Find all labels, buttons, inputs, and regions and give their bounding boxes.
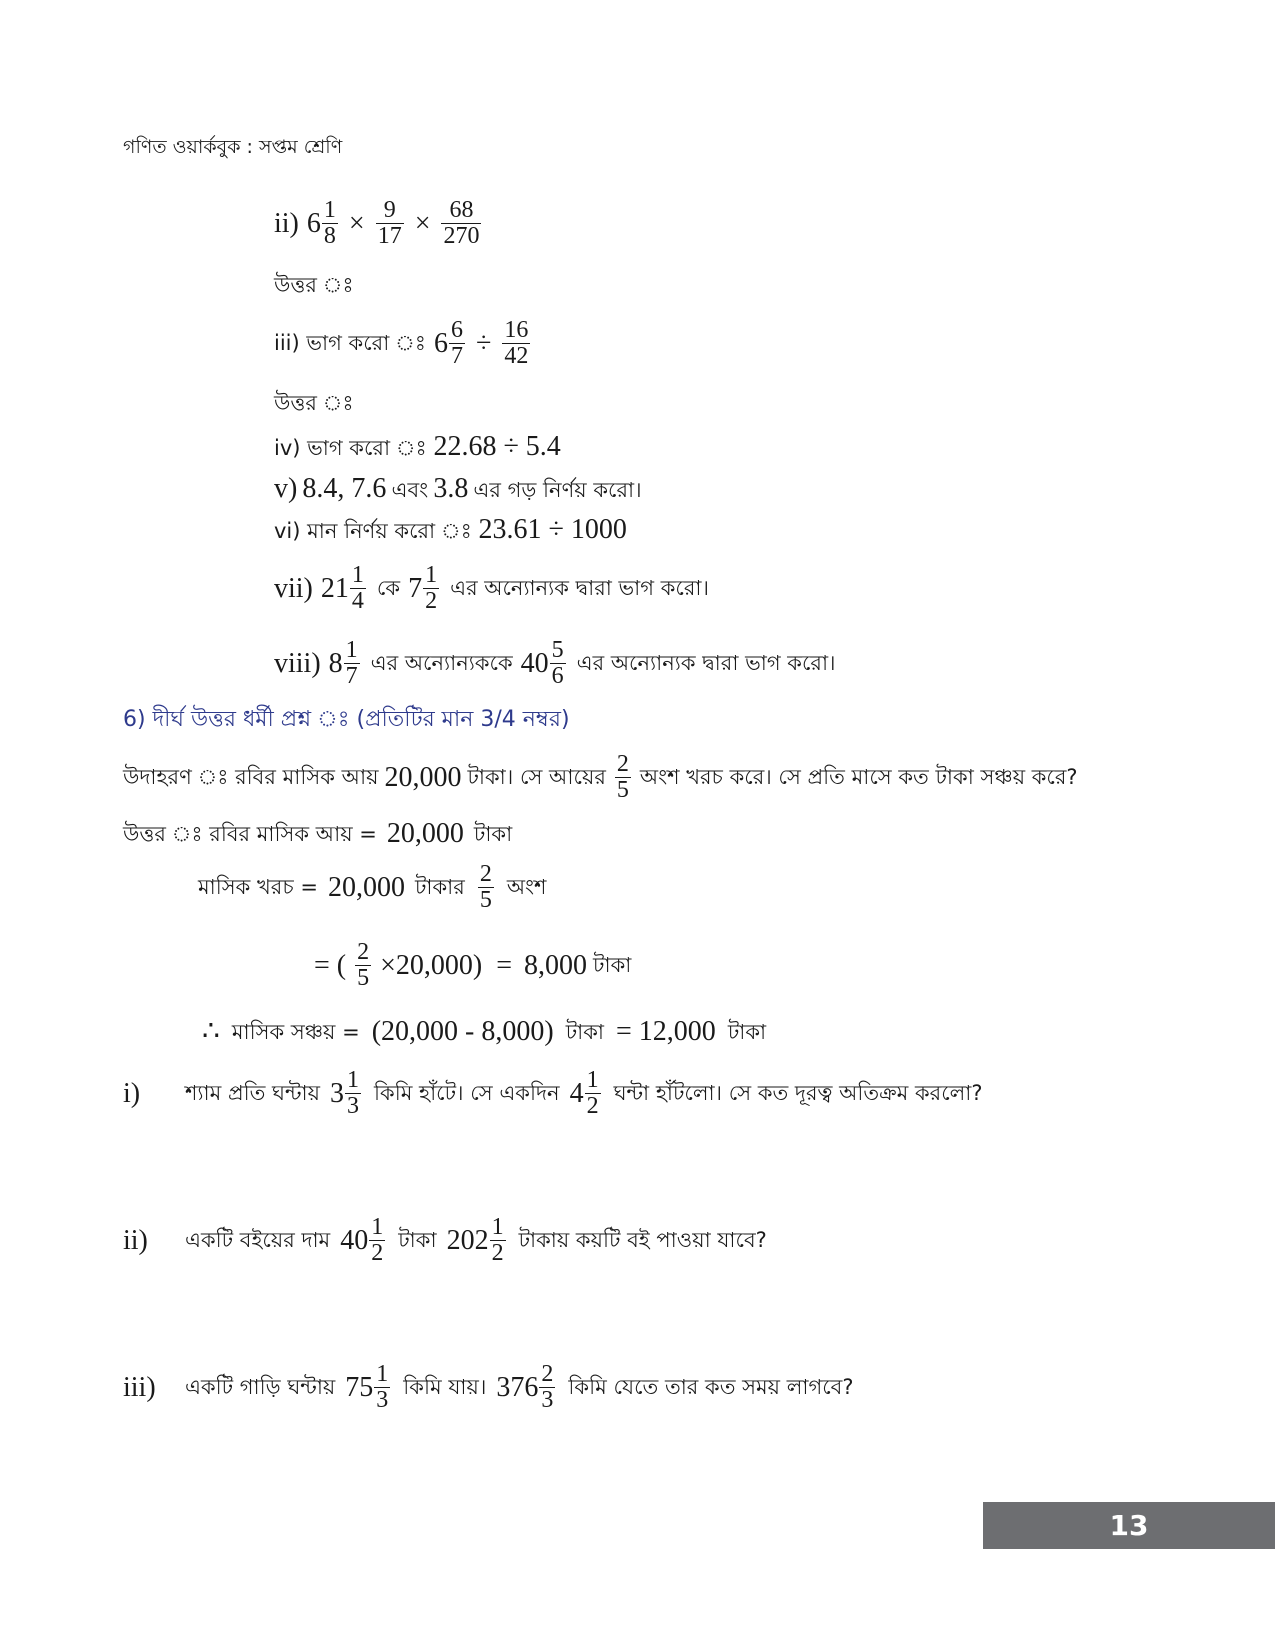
question-v	[274, 475, 642, 503]
fraction	[345, 1068, 361, 1119]
equals-sign: =	[496, 949, 513, 981]
expression: 23.61 ÷ 1000	[478, 514, 627, 545]
example-text: উদাহরণ ঃ রবির মাসিক আয়	[123, 765, 379, 790]
long-question-i	[123, 1068, 983, 1119]
mixed-fraction	[434, 318, 468, 369]
denominator: 7	[345, 663, 358, 690]
answer-label: উত্তর ঃ	[274, 273, 354, 297]
denominator: 270	[443, 223, 480, 250]
result: = 12,000	[616, 1016, 716, 1047]
numerator: 68	[441, 198, 481, 224]
whole-part: 40	[520, 647, 549, 679]
question-label: iv) ভাগ করো ঃ	[274, 436, 434, 460]
whole-part: 3	[330, 1077, 345, 1109]
number: 3.8	[433, 473, 469, 504]
fraction	[344, 638, 360, 689]
numerator: 1	[345, 637, 358, 663]
mixed-fraction	[496, 1362, 558, 1413]
amount: 20,000	[386, 818, 464, 849]
fraction	[449, 318, 465, 369]
numerator: 2	[616, 751, 629, 777]
mixed-fraction	[340, 1215, 388, 1266]
mixed-fraction	[329, 638, 363, 689]
answer-text: টাকার	[414, 875, 465, 900]
fraction	[350, 563, 366, 614]
question-vii	[274, 563, 709, 614]
mixed-fraction	[330, 1068, 364, 1119]
fraction	[441, 198, 481, 249]
question-text: কিমি যায়।	[403, 1375, 487, 1400]
denominator: 5	[357, 965, 370, 992]
answer-text: উত্তর ঃ রবির মাসিক আয় =	[123, 821, 377, 846]
answer-line-1	[123, 820, 512, 848]
page-header: গণিত ওয়ার্কবুক : সপ্তম শ্রেণি	[123, 136, 343, 158]
numbers: 8.4, 7.6	[302, 473, 387, 504]
answer-line-4	[202, 1018, 766, 1046]
numerator: 2	[479, 861, 492, 887]
denominator: 4	[351, 588, 364, 615]
denominator: 3	[541, 1387, 554, 1414]
fraction	[374, 1362, 390, 1413]
question-label: viii)	[274, 647, 321, 679]
fraction	[615, 752, 631, 803]
long-question-iii	[123, 1362, 854, 1413]
connector-text: এবং	[391, 478, 429, 502]
numerator: 6	[451, 317, 463, 343]
mixed-fraction	[307, 198, 341, 249]
question-text: টাকায় কয়টি বই পাওয়া যাবে?	[518, 1228, 767, 1253]
whole-part: 6	[434, 327, 448, 359]
fraction	[490, 1215, 506, 1266]
question-text: টাকা	[398, 1228, 437, 1253]
whole-part: 21	[320, 572, 349, 604]
denominator: 3	[347, 1093, 360, 1120]
question-label: vi) মান নির্ণয় করো ঃ	[274, 519, 479, 543]
question-label: v)	[274, 473, 298, 504]
whole-part: 4	[569, 1077, 584, 1109]
question-label: iii) ভাগ করো ঃ	[274, 331, 426, 356]
numerator: 2	[357, 939, 370, 965]
denominator: 2	[586, 1093, 599, 1120]
expression: = (	[314, 949, 347, 981]
fraction	[550, 638, 566, 689]
result: 8,000	[524, 949, 588, 981]
question-label: ii)	[274, 207, 299, 239]
question-text: এর অন্যোন্যক দ্বারা ভাগ করো।	[576, 651, 836, 676]
numerator: 1	[351, 562, 364, 588]
answer-line-2	[198, 862, 546, 913]
denominator: 42	[504, 343, 529, 370]
question-label: i)	[123, 1077, 141, 1109]
denominator: 8	[323, 223, 336, 250]
numerator: 9	[376, 198, 404, 224]
denominator: 17	[377, 223, 402, 250]
question-iv	[274, 433, 561, 461]
denominator: 5	[479, 887, 492, 914]
fraction	[539, 1362, 555, 1413]
answer-text: অংশ	[506, 875, 547, 900]
connector-text: কে	[376, 576, 401, 601]
question-label: iii)	[123, 1371, 156, 1403]
mixed-fraction	[521, 638, 569, 689]
question-viii	[274, 638, 836, 689]
expression: (20,000 - 8,000)	[371, 1016, 554, 1047]
question-iii	[274, 318, 533, 369]
operator: ×	[414, 207, 431, 239]
question-label: vii)	[274, 572, 313, 604]
mixed-fraction	[345, 1362, 393, 1413]
amount: 20,000	[327, 871, 405, 903]
numerator: 1	[491, 1214, 504, 1240]
denominator: 6	[551, 663, 564, 690]
question-text: একটি বইয়ের দাম	[185, 1228, 331, 1253]
fraction	[376, 198, 404, 249]
amount: 20,000	[384, 761, 462, 793]
example-text: টাকা। সে আয়ের	[467, 765, 606, 790]
question-vi	[274, 516, 627, 544]
answer-label: উত্তর ঃ	[274, 391, 354, 415]
operator: ÷	[476, 327, 492, 359]
question-text: এর অন্যোন্যক দ্বারা ভাগ করো।	[450, 576, 709, 601]
numerator: 1	[425, 562, 438, 588]
denominator: 3	[376, 1387, 389, 1414]
question-label: ii)	[123, 1224, 148, 1256]
question-ii	[274, 198, 484, 249]
numerator: 1	[371, 1214, 384, 1240]
numerator: 2	[541, 1361, 554, 1387]
fraction	[478, 862, 494, 913]
numerator: 1	[323, 197, 336, 223]
question-text: শ্যাম প্রতি ঘন্টায়	[185, 1081, 321, 1106]
example-question	[123, 752, 1078, 803]
long-question-ii	[123, 1215, 767, 1266]
numerator: 1	[376, 1361, 389, 1387]
denominator: 5	[616, 777, 629, 804]
fraction	[322, 198, 338, 249]
mixed-fraction	[321, 563, 369, 614]
denominator: 2	[371, 1240, 384, 1267]
denominator: 7	[451, 343, 463, 370]
mixed-fraction	[447, 1215, 509, 1266]
question-text: এর গড় নির্ণয় করো।	[473, 478, 642, 502]
page-number-text: 13	[1109, 1509, 1149, 1542]
numerator: 16	[504, 317, 529, 343]
question-text: ঘন্টা হাঁটলো। সে কত দূরত্ব অতিক্রম করলো?	[613, 1081, 983, 1106]
question-text: কিমি যেতে তার কত সময় লাগবে?	[568, 1375, 854, 1400]
fraction	[369, 1215, 385, 1266]
fraction	[355, 940, 371, 991]
whole-part: 202	[446, 1224, 489, 1256]
page-number	[983, 1502, 1275, 1549]
answer-text: মাসিক সঞ্চয় =	[231, 1019, 360, 1044]
fraction	[423, 563, 439, 614]
whole-part: 6	[306, 207, 321, 239]
unit: টাকা	[727, 1019, 767, 1044]
therefore-symbol: ∴	[202, 1016, 220, 1047]
unit: টাকা	[473, 821, 513, 846]
question-text: কিমি হাঁটে। সে একদিন	[374, 1081, 560, 1106]
expression: 22.68 ÷ 5.4	[433, 431, 561, 462]
expression: ×20,000)	[380, 949, 483, 981]
section-heading: 6) দীর্ঘ উত্তর ধর্মী প্রশ্ন ঃ (প্রতিটির মান 3/4 নম্বর)	[123, 707, 570, 732]
numerator: 1	[347, 1067, 360, 1093]
fraction	[585, 1068, 601, 1119]
answer-text: মাসিক খরচ =	[198, 875, 318, 900]
denominator: 2	[491, 1240, 504, 1267]
whole-part: 8	[328, 647, 343, 679]
unit: টাকা	[593, 953, 632, 978]
whole-part: 376	[496, 1371, 539, 1403]
question-text: একটি গাড়ি ঘন্টায়	[185, 1375, 336, 1400]
mixed-fraction	[570, 1068, 604, 1119]
answer-line-3	[314, 940, 631, 991]
mixed-fraction	[408, 563, 442, 614]
example-text: অংশ খরচ করে। সে প্রতি মাসে কত টাকা সঞ্চয় করে?	[639, 765, 1078, 790]
unit: টাকা	[565, 1019, 605, 1044]
whole-part: 75	[345, 1371, 374, 1403]
denominator: 2	[425, 588, 438, 615]
numerator: 1	[586, 1067, 599, 1093]
numerator: 5	[551, 637, 564, 663]
connector-text: এর অন্যোন্যককে	[370, 651, 513, 676]
whole-part: 7	[408, 572, 423, 604]
whole-part: 40	[340, 1224, 369, 1256]
fraction	[502, 318, 530, 369]
operator: ×	[348, 207, 365, 239]
